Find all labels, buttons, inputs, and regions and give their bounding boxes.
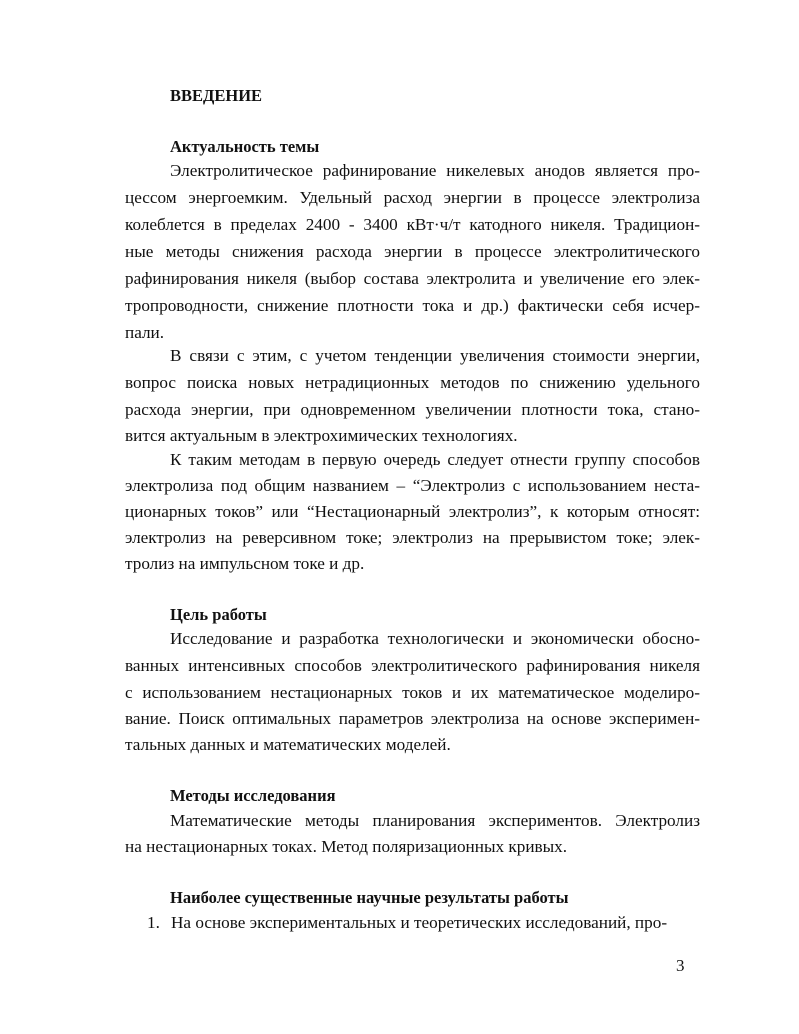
paragraph-line: тролиз на импульсном токе и др.: [125, 554, 365, 573]
paragraph-line: В связи с этим, с учетом тенденции увеличения стоимости энергии,: [170, 346, 700, 365]
paragraph-line: тропроводности, снижение плотности тока и др.) фактически себя исчер-: [125, 296, 700, 315]
list-item-text: На основе экспериментальных и теоретических исследований, про-: [171, 913, 668, 932]
section-heading-relevance: Актуальность темы: [170, 137, 320, 156]
list-item: [147, 912, 700, 934]
paragraph-line: ные методы снижения расхода энергии в процессе электролитического: [125, 242, 700, 261]
paragraph-line: цессом энергоемким. Удельный расход энергии в процессе электролиза: [125, 188, 700, 207]
paragraph-line: рафинирования никеля (выбор состава электролита и увеличение его элек-: [125, 269, 700, 288]
section-heading-goal: Цель работы: [170, 605, 267, 624]
paragraph-line: с использованием нестационарных токов и их математическое моделиро-: [125, 683, 700, 702]
paragraph-line: вопрос поиска новых нетрадиционных методов по снижению удельного: [125, 373, 700, 392]
paragraph-line: вится актуальным в электрохимических технологиях.: [125, 426, 518, 445]
paragraph-line: ционарных токов” или “Нестационарный электролиз”, к которым относят:: [125, 502, 700, 521]
page-number: 3: [676, 956, 685, 975]
paragraph-line: пали.: [125, 323, 165, 342]
page-title: ВВЕДЕНИЕ: [170, 86, 263, 105]
paragraph-line: расхода энергии, при одновременном увеличении плотности тока, стано-: [125, 400, 700, 419]
paragraph-line: Математические методы планирования экспериментов. Электролиз: [170, 811, 700, 830]
paragraph-line: Исследование и разработка технологически и экономически обосно-: [170, 629, 700, 648]
paragraph-line: электролиз на реверсивном токе; электролиз на прерывистом токе; элек-: [125, 528, 700, 547]
paragraph-line: вание. Поиск оптимальных параметров электролиза на основе эксперимен-: [125, 709, 700, 728]
section-heading-results: Наиболее существенные научные результаты работы: [170, 888, 569, 907]
paragraph-line: ванных интенсивных способов электролитического рафинирования никеля: [125, 656, 700, 675]
section-heading-methods: Методы исследования: [170, 786, 336, 805]
paragraph-line: на нестационарных токах. Метод поляризационных кривых.: [125, 837, 568, 856]
paragraph-line: тальных данных и математических моделей.: [125, 735, 451, 754]
paragraph-line: К таким методам в первую очередь следует отнести группу способов: [170, 450, 700, 469]
paragraph-line: электролиза под общим названием – “Электролиз с использованием неста-: [125, 476, 700, 495]
paragraph-line: Электролитическое рафинирование никелевых анодов является про-: [170, 161, 700, 180]
paragraph-line: колеблется в пределах 2400 - 3400 кВт·ч/т катодного никеля. Традицион-: [125, 215, 700, 234]
list-item-number: 1.: [147, 913, 160, 932]
